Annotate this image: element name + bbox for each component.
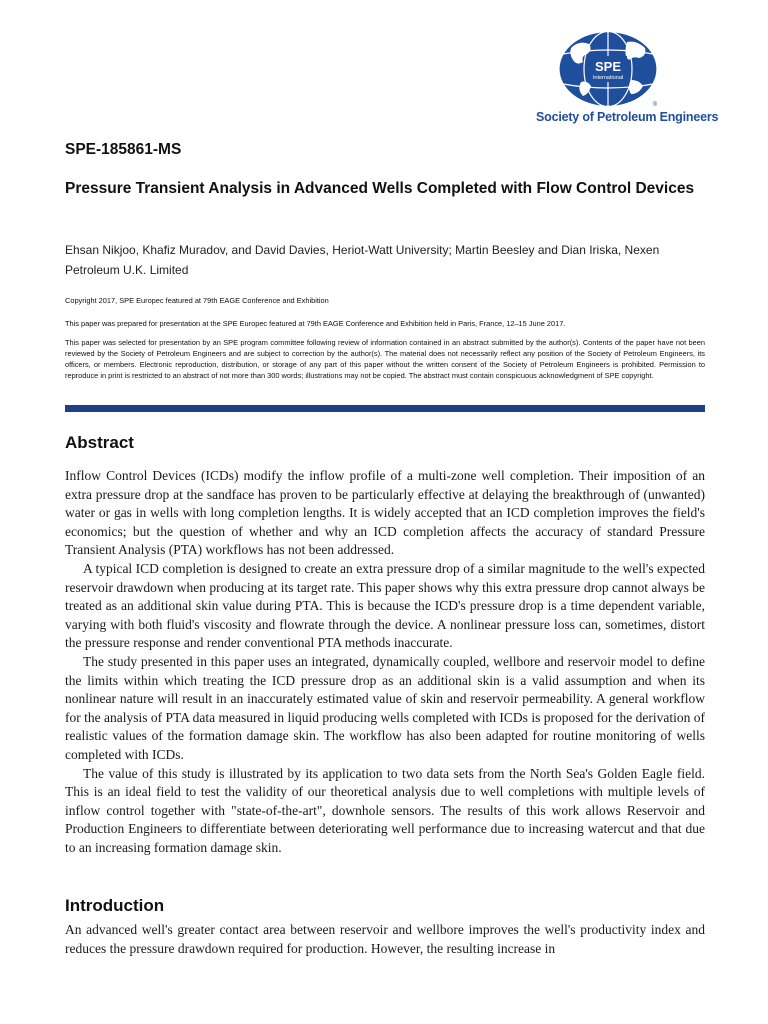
introduction-paragraph: An advanced well's greater contact area between reservoir and wellbore improves the well's productivity index and reduces the pressure drawdown required for production. However, the resulting increase in — [65, 922, 705, 956]
presentation-note: This paper was prepared for presentation at the SPE Europec featured at 79th EAGE Conference and Exhibition held in Paris, France, 12–15 June 2017. — [65, 319, 566, 328]
paper-id: SPE-185861-MS — [65, 141, 182, 158]
spe-globe-icon — [557, 30, 659, 108]
author-list: Ehsan Nikjoo, Khafiz Muradov, and David Davies, Heriot-Watt University; Martin Beesley and Dian Iriska, Nexen Petroleum U.K. Limited — [65, 243, 660, 277]
abstract-paragraph: Inflow Control Devices (ICDs) modify the inflow profile of a multi-zone well completion. Their imposition of an extra pressure drop at the sandface has proven to be particularly effective at delaying the breakthrough of (unwanted) water or gas in wells with long completion lengths. It is widely accepted that an ICD completion improves the field's economics; but the question of whether and why an ICD completion affects the accuracy of standard Pressure Transient Analysis (PTA) workflows has not been addressed. — [65, 468, 705, 558]
header-divider — [65, 405, 705, 412]
abstract-heading: Abstract — [65, 433, 134, 452]
abstract-paragraph: The value of this study is illustrated by its application to two data sets from the North Sea's Golden Eagle field. This is an ideal field to test the validity of our theoretical analysis due to well completions with multiple levels of inflow control together with "state-of-the-art", downhole sensors. The results of this work allows Reservoir and Production Engineers to differentiate between deteriorating well performance due to increasing watercut and that due to an increasing formation damage skin. — [65, 765, 705, 855]
abstract-paragraph: The study presented in this paper uses an integrated, dynamically coupled, wellbore and reservoir model to define the limits within which treating the ICD pressure drop as an additional skin is a valid assumption and when its nonlinear nature will result in an inaccurately estimated value of skin and reservoir permeability. A general workflow for the analysis of PTA data measured in liquid producing wells completed with ICDs is proposed for the derivation of realistic values of the formation damage skin. The workflow has also been adapted for routine monitoring of wells completed with ICDs. — [65, 653, 705, 762]
introduction-heading: Introduction — [65, 896, 165, 915]
review-note: This paper was selected for presentation by an SPE program committee following review of information contained in an abstract submitted by the author(s). Contents of the paper have not been reviewed by the Society of Petroleum Engineers and are subject to correction by the author(s). The material does not necessarily reflect any position of the Society of Petroleum Engineers, its officers, or members. Electronic reproduction, distribution, or storage of any part of this paper without the written consent of the Society of Petroleum Engineers is prohibited. Permission to reproduce in print is restricted to an abstract of not more than 300 words; illustrations may not be copied. The abstract must contain conspicuous acknowledgment of SPE copyright. — [65, 338, 705, 380]
abstract-body — [65, 467, 705, 857]
copyright-line: Copyright 2017, SPE Europec featured at 79th EAGE Conference and Exhibition — [65, 296, 329, 305]
spe-logo — [536, 30, 719, 126]
badge-top-text: SPE — [594, 59, 622, 74]
abstract-paragraph: A typical ICD completion is designed to create an extra pressure drop of a similar magnitude to the well's expected reservoir drawdown when producing at its target rate. This paper shows why this extra pressure drop cannot always be treated as an additional skin value during PTA. This is because the ICD's pressure drop is a time dependent variable, varying with both fluid's viscosity and flowrate through the device. A nonlinear pressure loss can, sometimes, distort the pressure response and render conventional PTA methods inaccurate. — [65, 560, 705, 651]
badge-bottom-text: International — [592, 75, 624, 81]
paper-title: Pressure Transient Analysis in Advanced Wells Completed with Flow Control Devices — [65, 180, 695, 197]
logo-org-name: Society of Petroleum Engineers — [536, 110, 719, 124]
introduction-body — [65, 921, 705, 961]
registered-mark: ® — [652, 102, 657, 108]
